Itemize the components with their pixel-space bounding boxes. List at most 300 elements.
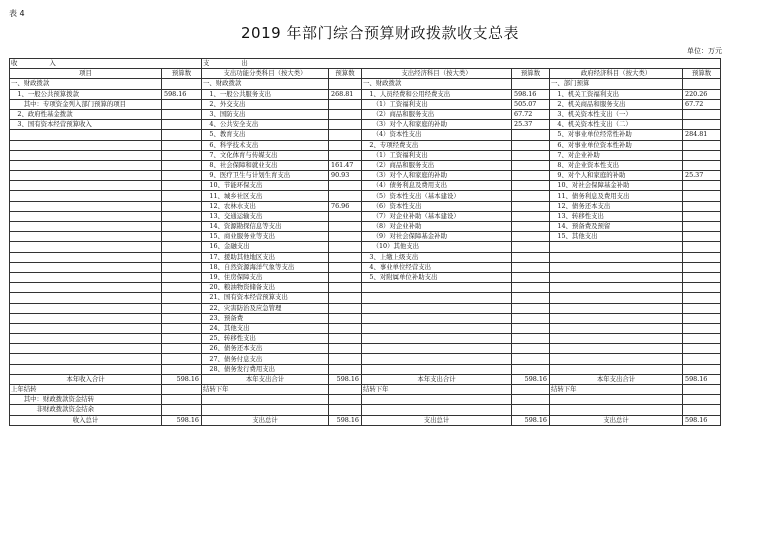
gov-item-cell: [550, 242, 683, 252]
exp-total-func-value: 598.16: [329, 415, 362, 425]
income-value-cell: [162, 293, 202, 303]
income-value-cell: [162, 354, 202, 364]
table-row: [10, 242, 721, 252]
econ-item-cell: （1）工资福利支出: [362, 150, 512, 160]
gov-value-cell: [683, 303, 721, 313]
econ-value-cell: 67.72: [512, 109, 550, 119]
income-item-cell: [10, 334, 162, 344]
gov-value-cell: [683, 334, 721, 344]
func-value-cell: [329, 242, 362, 252]
econ-item-cell: （2）商品和服务支出: [362, 109, 512, 119]
carry-next-label: 结转下年: [202, 385, 329, 395]
income-item-cell: [10, 252, 162, 262]
income-item-cell: [10, 130, 162, 140]
income-item-cell: [10, 191, 162, 201]
gov-value-cell: 220.26: [683, 89, 721, 99]
income-value-cell: [162, 272, 202, 282]
income-value-cell: [162, 191, 202, 201]
gov-value-cell: [683, 181, 721, 191]
year-exp-func-value: 598.16: [329, 374, 362, 384]
carry-sub1-label: 其中：财政拨款资金结转: [10, 395, 162, 405]
col-header-func: 支出功能分类科目（按大类）: [202, 69, 329, 79]
carry-next-value: [329, 385, 362, 395]
func-item-cell: 11、城乡社区支出: [202, 191, 329, 201]
income-item-cell: [10, 222, 162, 232]
income-item-cell: [10, 303, 162, 313]
econ-item-cell: [362, 334, 512, 344]
empty-cell: [512, 405, 550, 415]
econ-value-cell: [512, 181, 550, 191]
income-item-cell: [10, 344, 162, 354]
carry-sub2-label: 非财政拨款资金结余: [10, 405, 162, 415]
income-item-cell: [10, 283, 162, 293]
table-row: [10, 79, 721, 89]
econ-item-cell: （4）资本性支出: [362, 130, 512, 140]
func-item-cell: 5、教育支出: [202, 130, 329, 140]
table-row: [10, 232, 721, 242]
gov-item-cell: [550, 344, 683, 354]
table-row: [10, 313, 721, 323]
income-value-cell: [162, 252, 202, 262]
func-value-cell: [329, 181, 362, 191]
table-row: [10, 171, 721, 181]
func-item-cell: 27、债务付息支出: [202, 354, 329, 364]
income-value-cell: [162, 303, 202, 313]
gov-item-cell: 4、机关资本性支出（二）: [550, 120, 683, 130]
income-header: 收 入: [10, 59, 202, 69]
gov-value-cell: [683, 150, 721, 160]
gov-value-cell: [683, 140, 721, 150]
col-header-item: 项目: [10, 69, 162, 79]
empty-cell: [202, 405, 329, 415]
gov-value-cell: [683, 242, 721, 252]
func-item-cell: 26、债务还本支出: [202, 344, 329, 354]
econ-value-cell: [512, 130, 550, 140]
func-item-cell: 15、商业服务业等支出: [202, 232, 329, 242]
income-value-cell: [162, 323, 202, 333]
func-value-cell: [329, 109, 362, 119]
econ-value-cell: [512, 334, 550, 344]
carry-next-label: 结转下年: [550, 385, 683, 395]
econ-value-cell: [512, 201, 550, 211]
econ-item-cell: [362, 364, 512, 374]
income-item-cell: [10, 293, 162, 303]
gov-value-cell: [683, 252, 721, 262]
income-value-cell: [162, 222, 202, 232]
top-header-row: [10, 59, 721, 69]
func-item-cell: 17、援助其他地区支出: [202, 252, 329, 262]
func-value-cell: [329, 323, 362, 333]
func-item-cell: 21、国有资本经营预算支出: [202, 293, 329, 303]
carry-prev-label: 上年结转: [10, 385, 162, 395]
econ-item-cell: [362, 283, 512, 293]
income-item-cell: [10, 313, 162, 323]
gov-value-cell: 67.72: [683, 99, 721, 109]
func-item-cell: 16、金融支出: [202, 242, 329, 252]
econ-value-cell: [512, 150, 550, 160]
gov-item-cell: [550, 262, 683, 272]
func-value-cell: [329, 150, 362, 160]
func-value-cell: 268.81: [329, 89, 362, 99]
col-header-budget: 预算数: [329, 69, 362, 79]
econ-item-cell: [362, 354, 512, 364]
econ-value-cell: [512, 160, 550, 170]
func-value-cell: [329, 232, 362, 242]
func-item-cell: 22、灾害防治及应急管理: [202, 303, 329, 313]
col-header-gov: 政府经济科目（按大类）: [550, 69, 683, 79]
func-value-cell: [329, 140, 362, 150]
empty-cell: [202, 395, 329, 405]
income-value-cell: [162, 181, 202, 191]
gov-item-cell: [550, 303, 683, 313]
carry-sub-row: [10, 405, 721, 415]
income-item-cell: [10, 262, 162, 272]
func-value-cell: 76.96: [329, 201, 362, 211]
income-total-label: 收入总计: [10, 415, 162, 425]
col-header-budget: 预算数: [512, 69, 550, 79]
carry-next-value: [683, 385, 721, 395]
func-item-cell: 12、农林水支出: [202, 201, 329, 211]
carry-sub-row: [10, 395, 721, 405]
econ-value-cell: [512, 364, 550, 374]
expense-header: 支 出: [202, 59, 721, 69]
carry-next-value: [512, 385, 550, 395]
econ-value-cell: [512, 79, 550, 89]
income-value-cell: [162, 344, 202, 354]
func-value-cell: [329, 354, 362, 364]
func-item-cell: 23、预备费: [202, 313, 329, 323]
income-item-cell: 1、一般公共预算拨款: [10, 89, 162, 99]
exp-total-label: 支出总计: [202, 415, 329, 425]
table-row: [10, 252, 721, 262]
income-value-cell: [162, 283, 202, 293]
table-row: [10, 293, 721, 303]
table-row: [10, 109, 721, 119]
gov-item-cell: 7、对企业补助: [550, 150, 683, 160]
func-value-cell: 90.93: [329, 171, 362, 181]
empty-cell: [550, 395, 683, 405]
func-value-cell: [329, 191, 362, 201]
econ-value-cell: [512, 252, 550, 262]
gov-item-cell: 8、对企业资本性支出: [550, 160, 683, 170]
gov-value-cell: [683, 272, 721, 282]
empty-cell: [550, 405, 683, 415]
page-title: 2019 年部门综合预算财政拨款收支总表: [241, 24, 519, 42]
gov-value-cell: [683, 293, 721, 303]
gov-item-cell: [550, 313, 683, 323]
econ-value-cell: [512, 191, 550, 201]
income-item-cell: [10, 150, 162, 160]
year-exp-label: 本年支出合计: [202, 374, 329, 384]
func-item-cell: 8、社会保障和就业支出: [202, 160, 329, 170]
func-item-cell: 10、节能环保支出: [202, 181, 329, 191]
econ-item-cell: 3、上缴上级支出: [362, 252, 512, 262]
gov-item-cell: [550, 334, 683, 344]
econ-value-cell: [512, 272, 550, 282]
income-value-cell: 598.16: [162, 89, 202, 99]
econ-item-cell: [362, 303, 512, 313]
income-value-cell: [162, 262, 202, 272]
income-item-cell: [10, 323, 162, 333]
grand-total-row: [10, 415, 721, 425]
gov-item-cell: 6、对事业单位资本性补助: [550, 140, 683, 150]
gov-item-cell: [550, 252, 683, 262]
econ-value-cell: [512, 293, 550, 303]
table-row: [10, 201, 721, 211]
func-item-cell: 18、自然资源海洋气象等支出: [202, 262, 329, 272]
func-value-cell: [329, 79, 362, 89]
func-value-cell: [329, 344, 362, 354]
gov-value-cell: [683, 354, 721, 364]
func-item-cell: 3、国防支出: [202, 109, 329, 119]
income-item-cell: [10, 232, 162, 242]
econ-item-cell: （4）债务利息及费用支出: [362, 181, 512, 191]
income-item-cell: 一、财政拨款: [10, 79, 162, 89]
gov-value-cell: [683, 232, 721, 242]
func-item-cell: 9、医疗卫生与计划生育支出: [202, 171, 329, 181]
empty-cell: [162, 405, 202, 415]
table-row: [10, 191, 721, 201]
econ-item-cell: （8）对企业补助: [362, 222, 512, 232]
gov-value-cell: [683, 211, 721, 221]
income-value-cell: [162, 130, 202, 140]
econ-item-cell: 5、对附属单位补助支出: [362, 272, 512, 282]
table-row: [10, 334, 721, 344]
income-value-cell: [162, 171, 202, 181]
gov-item-cell: [550, 364, 683, 374]
econ-item-cell: [362, 313, 512, 323]
econ-value-cell: [512, 262, 550, 272]
table-row: [10, 89, 721, 99]
gov-value-cell: [683, 191, 721, 201]
gov-item-cell: [550, 323, 683, 333]
econ-item-cell: 一、财政拨款: [362, 79, 512, 89]
econ-item-cell: 1、人员经费和公用经费支出: [362, 89, 512, 99]
carry-prev-value: [162, 385, 202, 395]
econ-value-cell: [512, 171, 550, 181]
income-item-cell: [10, 140, 162, 150]
table-row: [10, 323, 721, 333]
year-exp-label: 本年支出合计: [550, 374, 683, 384]
income-item-cell: [10, 181, 162, 191]
func-value-cell: [329, 252, 362, 262]
table-row: [10, 303, 721, 313]
empty-cell: [162, 395, 202, 405]
gov-item-cell: 9、对个人和家庭的补助: [550, 171, 683, 181]
table-row: [10, 344, 721, 354]
gov-item-cell: 1、机关工资福利支出: [550, 89, 683, 99]
econ-value-cell: [512, 323, 550, 333]
income-item-cell: 2、政府性基金拨款: [10, 109, 162, 119]
econ-item-cell: （6）资本性支出: [362, 201, 512, 211]
column-header-row: [10, 69, 721, 79]
income-value-cell: [162, 334, 202, 344]
func-value-cell: [329, 262, 362, 272]
func-item-cell: 13、交通运输支出: [202, 211, 329, 221]
income-item-cell: [10, 354, 162, 364]
econ-value-cell: [512, 283, 550, 293]
income-value-cell: [162, 232, 202, 242]
econ-item-cell: （3）对个人和家庭的补助: [362, 171, 512, 181]
table-row: [10, 222, 721, 232]
gov-value-cell: [683, 79, 721, 89]
econ-value-cell: 25.37: [512, 120, 550, 130]
gov-item-cell: [550, 283, 683, 293]
econ-value-cell: [512, 313, 550, 323]
empty-cell: [329, 405, 362, 415]
func-item-cell: 6、科学技术支出: [202, 140, 329, 150]
econ-value-cell: 598.16: [512, 89, 550, 99]
budget-table: [9, 58, 721, 426]
year-income-label: 本年收入合计: [10, 374, 162, 384]
gov-item-cell: 一、部门预算: [550, 79, 683, 89]
income-value-cell: [162, 313, 202, 323]
func-value-cell: [329, 99, 362, 109]
func-value-cell: [329, 293, 362, 303]
table-row: [10, 150, 721, 160]
func-item-cell: 2、外交支出: [202, 99, 329, 109]
unit-label: 单位：万元: [687, 47, 722, 55]
carry-row: [10, 385, 721, 395]
econ-value-cell: [512, 354, 550, 364]
empty-cell: [683, 395, 721, 405]
econ-item-cell: [362, 323, 512, 333]
func-value-cell: [329, 272, 362, 282]
empty-cell: [329, 395, 362, 405]
table-row: [10, 364, 721, 374]
income-value-cell: [162, 201, 202, 211]
year-total-row: [10, 374, 721, 384]
table-body: [10, 79, 721, 374]
income-value-cell: [162, 242, 202, 252]
func-value-cell: [329, 303, 362, 313]
gov-value-cell: [683, 364, 721, 374]
table-row: [10, 283, 721, 293]
econ-item-cell: （2）商品和服务支出: [362, 160, 512, 170]
gov-value-cell: [683, 313, 721, 323]
func-item-cell: 1、一般公共服务支出: [202, 89, 329, 99]
table-row: [10, 120, 721, 130]
econ-item-cell: （9）对社会保障基金补助: [362, 232, 512, 242]
econ-item-cell: （10）其他支出: [362, 242, 512, 252]
econ-value-cell: [512, 140, 550, 150]
income-value-cell: [162, 120, 202, 130]
year-exp-econ-value: 598.16: [512, 374, 550, 384]
func-item-cell: 4、公共安全支出: [202, 120, 329, 130]
gov-value-cell: [683, 201, 721, 211]
func-item-cell: 19、住房保障支出: [202, 272, 329, 282]
econ-item-cell: （1）工资福利支出: [362, 99, 512, 109]
func-item-cell: 28、债务发行费用支出: [202, 364, 329, 374]
table-row: [10, 211, 721, 221]
gov-value-cell: 284.81: [683, 130, 721, 140]
table-row: [10, 130, 721, 140]
gov-value-cell: [683, 109, 721, 119]
gov-item-cell: 3、机关资本性支出（一）: [550, 109, 683, 119]
income-item-cell: [10, 201, 162, 211]
empty-cell: [362, 395, 512, 405]
income-value-cell: [162, 211, 202, 221]
income-item-cell: 3、国有资本经营预算收入: [10, 120, 162, 130]
gov-item-cell: 10、对社会保障基金补助: [550, 181, 683, 191]
income-item-cell: [10, 272, 162, 282]
table-row: [10, 140, 721, 150]
econ-value-cell: [512, 222, 550, 232]
income-item-cell: [10, 364, 162, 374]
income-item-cell: [10, 242, 162, 252]
empty-cell: [512, 395, 550, 405]
func-value-cell: [329, 334, 362, 344]
func-item-cell: 25、转移性支出: [202, 334, 329, 344]
year-exp-label: 本年支出合计: [362, 374, 512, 384]
col-header-budget: 预算数: [162, 69, 202, 79]
gov-item-cell: [550, 354, 683, 364]
carry-next-label: 结转下年: [362, 385, 512, 395]
func-value-cell: [329, 313, 362, 323]
econ-item-cell: （7）对企业补助（基本建设）: [362, 211, 512, 221]
income-total-value: 598.16: [162, 415, 202, 425]
table-row: [10, 99, 721, 109]
econ-value-cell: 505.07: [512, 99, 550, 109]
table-row: [10, 160, 721, 170]
func-value-cell: [329, 130, 362, 140]
func-value-cell: [329, 283, 362, 293]
gov-value-cell: [683, 262, 721, 272]
func-item-cell: 7、文化体育与传媒支出: [202, 150, 329, 160]
col-header-econ: 支出经济科目（按大类）: [362, 69, 512, 79]
income-item-cell: [10, 211, 162, 221]
gov-value-cell: [683, 344, 721, 354]
gov-item-cell: 12、债务还本支出: [550, 201, 683, 211]
table-label: 表 4: [9, 9, 25, 18]
income-value-cell: [162, 160, 202, 170]
income-value-cell: [162, 150, 202, 160]
gov-value-cell: [683, 323, 721, 333]
table-row: [10, 272, 721, 282]
income-value-cell: [162, 79, 202, 89]
gov-value-cell: [683, 283, 721, 293]
gov-value-cell: 25.37: [683, 171, 721, 181]
func-item-cell: 24、其他支出: [202, 323, 329, 333]
econ-value-cell: [512, 303, 550, 313]
func-value-cell: [329, 364, 362, 374]
income-value-cell: [162, 140, 202, 150]
exp-total-label: 支出总计: [362, 415, 512, 425]
gov-item-cell: 5、对事业单位经常性补助: [550, 130, 683, 140]
income-value-cell: [162, 99, 202, 109]
gov-item-cell: 11、债务利息及费用支出: [550, 191, 683, 201]
econ-item-cell: （5）资本性支出（基本建设）: [362, 191, 512, 201]
gov-value-cell: [683, 222, 721, 232]
econ-item-cell: （3）对个人和家庭的补助: [362, 120, 512, 130]
income-item-cell: [10, 171, 162, 181]
econ-item-cell: 2、专项经费支出: [362, 140, 512, 150]
gov-item-cell: 2、机关商品和服务支出: [550, 99, 683, 109]
econ-item-cell: 4、事业单位经营支出: [362, 262, 512, 272]
gov-item-cell: 13、转移性支出: [550, 211, 683, 221]
table-row: [10, 181, 721, 191]
func-item-cell: 20、粮油物资储备支出: [202, 283, 329, 293]
econ-item-cell: [362, 344, 512, 354]
income-value-cell: [162, 109, 202, 119]
func-item-cell: 14、资源勘探信息等支出: [202, 222, 329, 232]
exp-total-gov-value: 598.16: [683, 415, 721, 425]
exp-total-label: 支出总计: [550, 415, 683, 425]
econ-value-cell: [512, 211, 550, 221]
table-row: [10, 262, 721, 272]
econ-value-cell: [512, 232, 550, 242]
gov-item-cell: 14、预备费及预留: [550, 222, 683, 232]
